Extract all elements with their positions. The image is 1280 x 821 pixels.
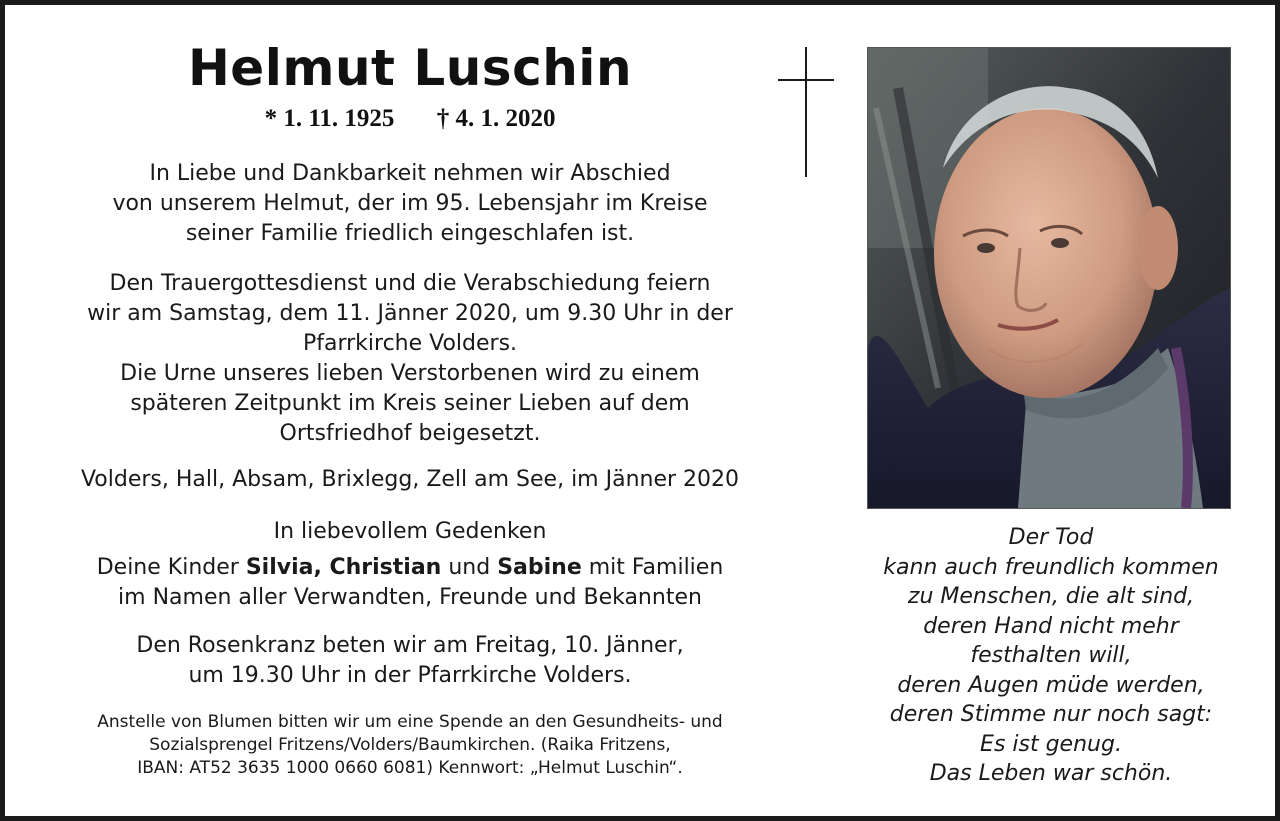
- relatives-line: im Namen aller Verwandten, Freunde und Bekannten: [118, 585, 702, 610]
- birth-date: * 1. 11. 1925: [264, 105, 395, 132]
- service-line: wir am Samstag, dem 11. Jänner 2020, um 9.30 Uhr in der: [87, 301, 733, 326]
- donation-line: Anstelle von Blumen bitten wir um eine Spende an den Gesundheits- und: [97, 712, 723, 732]
- portrait-illustration: [868, 48, 1230, 508]
- children-line: [45, 553, 775, 583]
- death-date: † 4. 1. 2020: [436, 105, 556, 132]
- service-line: späteren Zeitpunkt im Kreis seiner Lieben auf dem: [130, 391, 690, 416]
- children-and: und: [441, 555, 498, 580]
- service-line: Pfarrkirche Volders.: [302, 331, 518, 356]
- donation-line: IBAN: AT52 3635 1000 0660 6081) Kennwort: „Helmut Luschin“.: [137, 758, 683, 778]
- service-line: Die Urne unseres lieben Verstorbenen wird zu einem: [120, 361, 700, 386]
- service-line: Den Trauergottesdienst und die Verabschiedung feiern: [109, 271, 711, 296]
- places-text: [45, 465, 775, 495]
- poem-line: festhalten will,: [970, 643, 1132, 668]
- intro-line: In Liebe und Dankbarkeit nehmen wir Abschied: [149, 161, 671, 186]
- poem-line: Das Leben war schön.: [929, 761, 1173, 786]
- rosary-line: um 19.30 Uhr in der Pfarrkirche Volders.: [188, 663, 632, 688]
- poem-line: zu Menschen, die alt sind,: [907, 584, 1195, 609]
- poem-line: kann auch freundlich kommen: [883, 554, 1219, 580]
- intro-line: von unserem Helmut, der im 95. Lebensjahr im Kreise: [112, 191, 708, 216]
- poem: [847, 523, 1255, 789]
- donation-text: [45, 711, 775, 780]
- memory-heading: In liebevollem Gedenken: [273, 519, 547, 544]
- child-names-1: Silvia, Christian: [245, 555, 442, 580]
- children-suffix: mit Familien: [581, 555, 724, 580]
- donation-line: Sozialsprengel Fritzens/Volders/Baumkirchen. (Raika Fritzens,: [149, 735, 671, 755]
- portrait-photo: [867, 47, 1231, 509]
- life-dates: [65, 105, 755, 133]
- poem-line: Es ist genug.: [980, 731, 1122, 757]
- poem-line: deren Hand nicht mehr: [923, 613, 1179, 639]
- children-prefix: Deine Kinder: [96, 555, 246, 580]
- service-line: Ortsfriedhof beigesetzt.: [279, 421, 541, 446]
- cross-icon: [775, 47, 835, 179]
- child-name-2: Sabine: [497, 555, 582, 580]
- rosary-line: Den Rosenkranz beten wir am Freitag, 10. Jänner,: [136, 633, 684, 658]
- places-line: Volders, Hall, Absam, Brixlegg, Zell am See, im Jänner 2020: [80, 467, 740, 492]
- poem-line: Der Tod: [1008, 525, 1094, 550]
- poem-line: deren Stimme nur noch sagt:: [889, 702, 1213, 727]
- memory-text: [45, 517, 775, 613]
- rosary-text: [45, 631, 775, 691]
- service-text: [45, 269, 775, 449]
- intro-line: seiner Familie friedlich eingeschlafen ist.: [185, 221, 635, 246]
- poem-line: deren Augen müde werden,: [897, 672, 1205, 698]
- deceased-name: Helmut Luschin: [187, 39, 633, 97]
- intro-text: [45, 159, 775, 249]
